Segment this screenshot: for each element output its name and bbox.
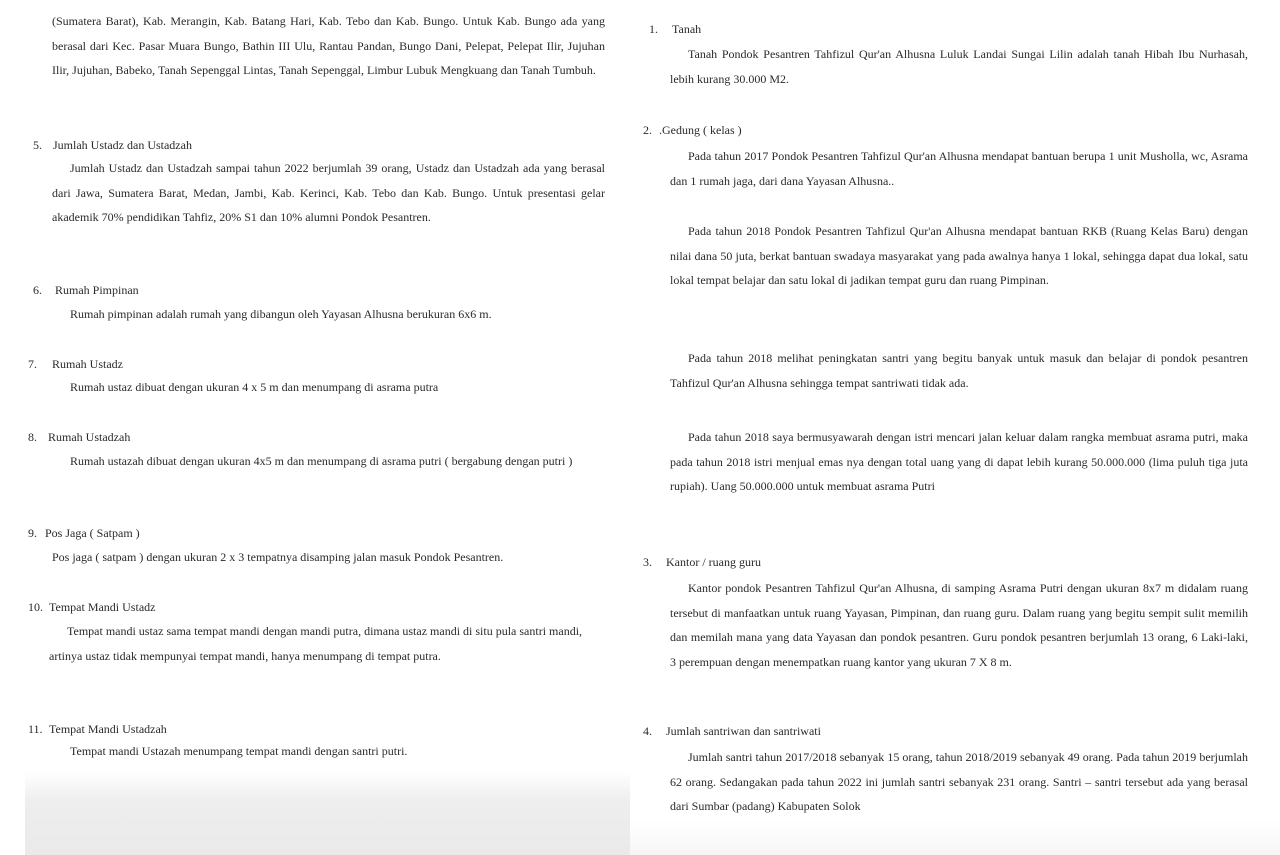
left-document-page [0,0,630,855]
section-2-paragraph-2: Pada tahun 2018 Pondok Pesantren Tahfizul Qur'an Alhusna mendapat bantuan RKB (Ruang Kelas Baru) dengan nilai dana 50 juta, berkat bantuan swadaya masyarakat yang pada awalnya hanya 1 lokal, sehingga dapat dua lokal, satu lokal tempat belajar dan satu lokal di jadikan tempat guru dan ruang Pimpinan. [670,224,1248,287]
section-10-heading [28,598,155,616]
section-title: Kantor / ruang guru [666,555,761,569]
section-title: Jumlah santriwan dan santriwati [666,724,821,738]
page-bottom-fade [630,820,1280,855]
section-8-heading [28,428,130,446]
section-2-heading [643,121,742,139]
section-6-heading [33,281,139,299]
section-number: 2. [643,123,652,137]
section-title: .Gedung ( kelas ) [659,123,742,137]
section-4-heading [643,722,821,740]
section-number: 4. [643,724,652,738]
section-3-paragraph-1: Kantor pondok Pesantren Tahfizul Qur'an Alhusna, di samping Asrama Putri dengan ukuran 8x7 m didalam ruang tersebut di manfaatkan untuk ruang Yayasan, Pimpinan, dan ruang guru. Dalam ruang yang begitu sempit sulit memilih dan memilah mana yang data Yayasan dan pondok pesantren. Guru pondok pesantren berjumlah 13 orang, 6 Laki-laki, 3 perempuan dengan menempatkan ruang kantor yang ukuran 7 X 8 m. [670,581,1248,669]
section-5-heading [33,136,192,154]
section-1-paragraph-1: Tanah Pondok Pesantren Tahfizul Qur'an Alhusna Luluk Landai Sungai Lilin adalah tanah Hibah Ibu Nurhasah, lebih kurang 30.000 M2. [670,47,1248,86]
section-title: Tempat Mandi Ustadz [49,600,156,614]
intro-paragraph: (Sumatera Barat), Kab. Merangin, Kab. Batang Hari, Kab. Tebo dan Kab. Bungo. Untuk Kab. Bungo ada yang berasal dari Kec. Pasar Muara Bungo, Bathin III Ulu, Rantau Pandan, Bungo Dani, Pelepat, Pelepat Ilir, Jujuhan Ilir, Jujuhan, Babeko, Tanah Sepenggal Lintas, Tanah Sepenggal, Limbur Lubuk Mengkuang dan Tanah Tumbuh. [52,14,605,77]
section-5-body: Jumlah Ustadz dan Ustadzah sampai tahun 2022 berjumlah 39 orang, Ustadz dan Ustadzah ada yang berasal dari Jawa, Sumatera Barat, Medan, Jambi, Kab. Kerinci, Kab. Tebo dan Kab. Bungo. Untuk presentasi gelar akademik 70% pendidikan Tahfiz, 20% S1 dan 10% alumni Pondok Pesantren. [52,161,605,224]
section-7-body: Rumah ustaz dibuat dengan ukuran 4 x 5 m dan menumpang di asrama putra [70,380,439,394]
section-6-body: Rumah pimpinan adalah rumah yang dibangun oleh Yayasan Alhusna berukuran 6x6 m. [70,307,492,321]
section-title: Tempat Mandi Ustadzah [49,722,167,736]
section-title: Jumlah Ustadz dan Ustadzah [53,138,192,152]
section-9-body: Pos jaga ( satpam ) dengan ukuran 2 x 3 tempatnya disamping jalan masuk Pondok Pesantren. [52,550,504,564]
section-title: Rumah Ustadz [52,357,123,371]
section-number: 11. [28,722,43,736]
section-7-heading [28,355,123,373]
section-number: 10. [28,600,43,614]
section-2-paragraph-4: Pada tahun 2018 saya bermusyawarah dengan istri mencari jalan keluar dalam rangka membuat asrama putri, maka pada tahun 2018 istri menjual emas nya dengan total uang yang di dapat lebih kurang 50.000.000 (lima puluh tiga juta rupiah). Uang 50.000.000 untuk membuat asrama Putri [670,430,1248,493]
page-bottom-shadow [25,772,630,855]
section-title: Pos Jaga ( Satpam ) [45,526,140,540]
section-1-heading [649,20,701,38]
section-number: 6. [33,283,42,297]
section-number: 1. [649,22,658,36]
section-3-heading [643,553,761,571]
section-2-paragraph-3: Pada tahun 2018 melihat peningkatan santri yang begitu banyak untuk masuk dan belajar di pondok pesantren Tahfizul Qur'an Alhusna sehingga tempat santriwati tidak ada. [670,351,1248,390]
section-9-heading [28,524,140,542]
section-10-body: Tempat mandi ustaz sama tempat mandi dengan mandi putra, dimana ustaz mandi di situ pula santri mandi, artinya ustaz tidak mempunyai tempat mandi, hanya menumpang di tempat putra. [49,624,583,663]
section-title: Rumah Ustadzah [48,430,131,444]
section-number: 3. [643,555,652,569]
section-4-paragraph-1: Jumlah santri tahun 2017/2018 sebanyak 15 orang, tahun 2018/2019 sebanyak 49 orang. Pada tahun 2019 berjumlah 62 orang. Sedangakan pada tahun 2022 ini jumlah santri sebanyak 231 orang. Santri – santri tersebut ada yang berasal dari Sumbar (padang) Kabupaten Solok [670,750,1248,813]
section-number: 9. [28,526,37,540]
section-number: 8. [28,430,37,444]
section-number: 7. [28,357,37,371]
section-11-body: Tempat mandi Ustazah menumpang tempat mandi dengan santri putri. [70,744,408,758]
section-8-body: Rumah ustazah dibuat dengan ukuran 4x5 m dan menumpang di asrama putri ( bergabung dengan putri ) [70,454,573,468]
right-document-page [630,0,1280,855]
section-title: Rumah Pimpinan [55,283,139,297]
section-11-heading [28,720,167,738]
section-number: 5. [33,138,42,152]
section-title: Tanah [672,22,702,36]
section-2-paragraph-1: Pada tahun 2017 Pondok Pesantren Tahfizul Qur'an Alhusna mendapat bantuan berupa 1 unit Musholla, wc, Asrama dan 1 rumah jaga, dari dana Yayasan Alhusna.. [670,149,1248,188]
